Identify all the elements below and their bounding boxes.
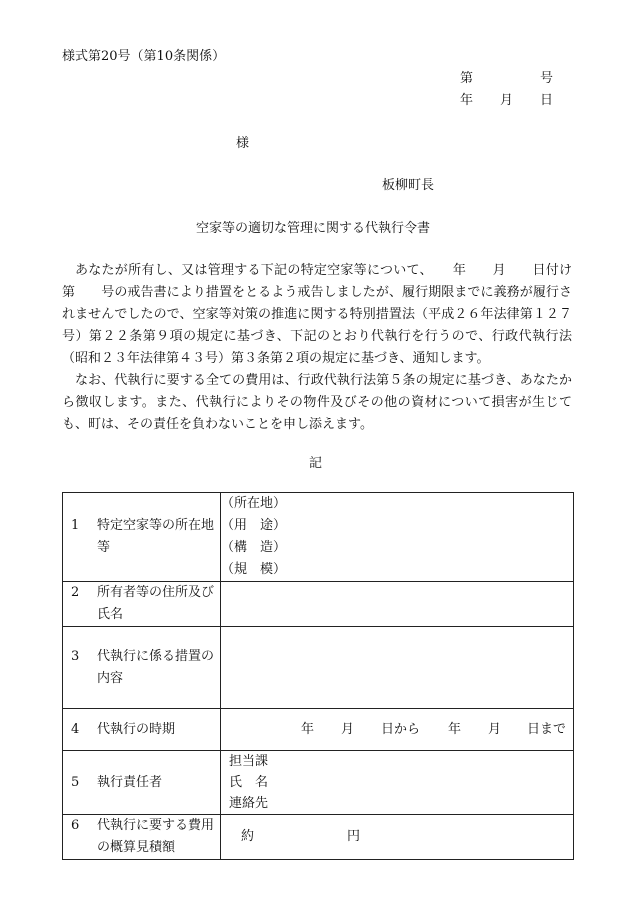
table-row-period: [63, 709, 574, 751]
table-row-owner: [63, 582, 574, 627]
ki-heading: 記: [309, 456, 323, 471]
value-cell-cost: [221, 815, 574, 860]
table-row-officer: [63, 751, 574, 815]
value-cell-period: [221, 709, 574, 751]
value-cell-measure: [221, 627, 574, 709]
row-number: 3: [71, 648, 80, 664]
sub-label-use: （用 途）: [221, 518, 287, 533]
period-year-to: 年: [448, 721, 462, 737]
date-year: 年: [460, 93, 474, 108]
document-number-go: 号: [540, 71, 554, 86]
row-number: 1: [71, 518, 80, 533]
label-cell-officer: [63, 751, 221, 815]
form-number: 様式第20号（第10条関係）: [62, 49, 226, 64]
period-day-from: 日から: [381, 721, 421, 737]
cost-yen-label: 円: [347, 829, 361, 844]
label-period: 代執行の時期: [97, 721, 176, 737]
sub-label-contact: 連絡先: [229, 796, 269, 811]
label-cell-cost: [63, 815, 221, 860]
row-number: 5: [71, 774, 80, 790]
value-cell-owner: [221, 582, 574, 627]
detail-table: [62, 492, 574, 860]
row-number: 4: [71, 721, 80, 737]
date-day: 日: [540, 93, 554, 108]
label-cell-period: [63, 709, 221, 751]
sub-label-department: 担当課: [229, 754, 269, 769]
period-month-to: 月: [488, 721, 502, 737]
period-month-from: 月: [341, 721, 355, 737]
table-row-measure: [63, 627, 574, 709]
label-measure: 代執行に係る措置の内容: [97, 648, 215, 686]
row-number: 6: [71, 818, 80, 833]
label-owner: 所有者等の住所及び氏名: [97, 585, 215, 622]
sub-label-address: （所在地）: [221, 496, 287, 511]
label-cell-measure: [63, 627, 221, 709]
row-number: 2: [71, 585, 80, 600]
recipient-suffix: 様: [236, 136, 250, 151]
sub-label-name: 氏 名: [229, 775, 269, 790]
sub-label-structure: （構 造）: [221, 540, 287, 555]
label-officer: 執行責任者: [97, 774, 163, 790]
table-row-cost: [63, 815, 574, 860]
period-day-to: 日まで: [527, 721, 567, 737]
label-cell-owner: [63, 582, 221, 627]
body-paragraph-2: なお、代執行に要する全ての費用は、行政代執行法第５条の規定に基づき、あなたから徴収します。また、代執行によりその物件及びその他の資材について損害が生じても、町は、その責任を負わないことを申し添えます。: [62, 373, 572, 432]
date-month: 月: [500, 93, 514, 108]
body-text: [62, 260, 599, 436]
sender-name: 板柳町長: [382, 178, 435, 193]
cost-approx-label: 約: [241, 829, 255, 844]
document-number-dai: 第: [460, 71, 474, 86]
value-cell-location: [221, 493, 574, 582]
label-cell-location: [63, 493, 221, 582]
label-location: 特定空家等の所在地等: [97, 518, 215, 555]
document-title: 空家等の適切な管理に関する代執行令書: [196, 221, 431, 236]
period-year-from: 年: [301, 721, 315, 737]
sub-label-scale: （規 模）: [221, 562, 287, 577]
body-paragraph-1: あなたが所有し、又は管理する下記の特定空家等について、 年 月 日付け 第 号の戒告書により措置をとるよう戒告しましたが、履行期限までに義務が履行されませんでしたので、空家等対策の推進に関する特別措置法（平成２６年法律第１２７号）第２２条第９項の規定に基づき、下記のとおり代執行を行うので、行政代執行法（昭和２３年法律第４３号）第３条第２項の規定に基づき、通知します。: [62, 263, 599, 366]
value-cell-officer: [221, 751, 574, 815]
table-row-location: [63, 493, 574, 582]
label-cost: 代執行に要する費用の概算見積額: [97, 818, 215, 855]
